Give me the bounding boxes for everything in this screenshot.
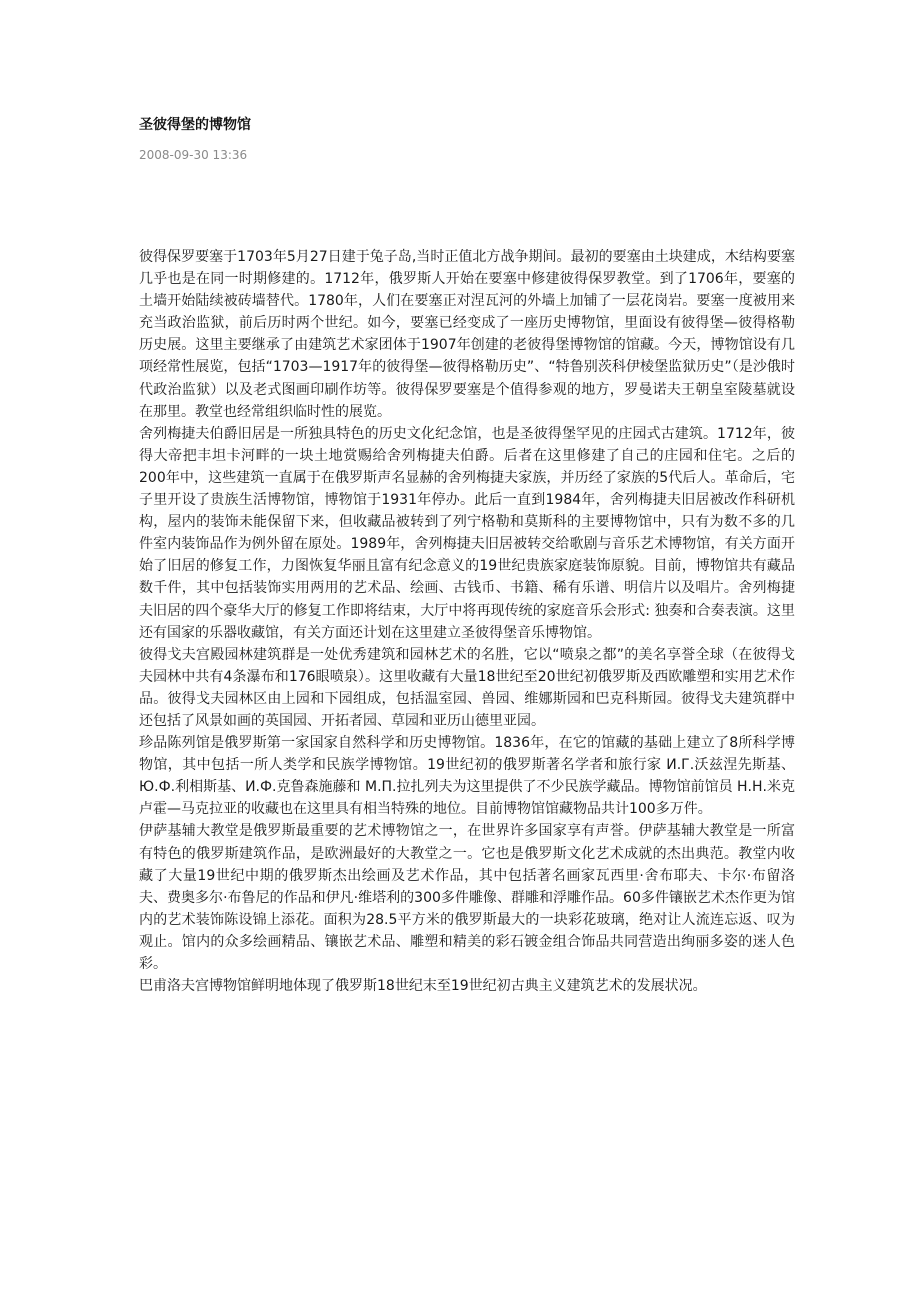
article-body [139,246,795,997]
paragraph-kunstkamera: 珍品陈列馆是俄罗斯第一家国家自然科学和历史博物馆。1836年，在它的馆藏的基础上建立了8所科学博物馆，其中包括一所人类学和民族学博物馆。19世纪初的俄罗斯著名学者和旅行家 И.Г.沃兹涅先斯基、Ю.Ф.利相斯基、И.Ф.克鲁森施藤和 М.П.拉扎列夫为这里提供了不少民族学藏品。博物馆前馆员 Н.Н.米克卢霍—马克拉亚的收藏也在这里具有相当特殊的地位。目前博物馆馆藏物品共计100多万件。 [139,735,795,818]
article-title: 圣彼得堡的博物馆 [139,117,251,133]
article-date: 2008-09-30 13:36 [139,148,248,162]
paragraph-st-isaacs-cathedral: 伊萨基辅大教堂是俄罗斯最重要的艺术博物馆之一，在世界许多国家享有声誉。伊萨基辅大教堂是一所富有特色的俄罗斯建筑作品，是欧洲最好的大教堂之一。它也是俄罗斯文化艺术成就的杰出典范。教堂内收藏了大量19世纪中期的俄罗斯杰出绘画及艺术作品，其中包括著名画家瓦西里·舍布耶夫、卡尔·布留洛夫、费奥多尔·布鲁尼的作品和伊凡·维塔利的300多件雕像、群雕和浮雕作品。60多件镶嵌艺术杰作更为馆内的艺术装饰陈设锦上添花。面积为28.5平方米的俄罗斯最大的一块彩花玻璃，绝对让人流连忘返、叹为观止。馆内的众多绘画精品、镶嵌艺术品、雕塑和精美的彩石镀金组合饰品共同营造出绚丽多姿的迷人色彩。 [139,823,795,972]
paragraph-peter-paul-fortress: 彼得保罗要塞于1703年5月27日建于兔子岛,当时正值北方战争期间。最初的要塞由土块建成，木结构要塞几乎也是在同一时期修建的。1712年，俄罗斯人开始在要塞中修建彼得保罗教堂。到了1706年，要塞的土墙开始陆续被砖墙替代。1780年，人们在要塞正对涅瓦河的外墙上加铺了一层花岗岩。要塞一度被用来充当政治监狱，前后历时两个世纪。如今，要塞已经变成了一座历史博物馆，里面设有彼得堡—彼得格勒历史展。这里主要继承了由建筑艺术家团体于1907年创建的老彼得堡博物馆的馆藏。今天，博物馆设有几项经常性展览，包括“1703—1917年的彼得堡—彼得格勒历史”、“特鲁别茨科伊棱堡监狱历史”（是沙俄时代政治监狱）以及老式图画印刷作坊等。彼得保罗要塞是个值得参观的地方，罗曼诺夫王朝皇室陵墓就设在那里。教堂也经常组织临时性的展览。 [139,249,795,420]
paragraph-sheremetev-palace: 舍列梅捷夫伯爵旧居是一所独具特色的历史文化纪念馆，也是圣彼得堡罕见的庄园式古建筑。1712年，彼得大帝把丰坦卡河畔的一块土地赏赐给舍列梅捷夫伯爵。后者在这里修建了自己的庄园和住宅。之后的200年中，这些建筑一直属于在俄罗斯声名显赫的舍列梅捷夫家族，并历经了家族的5代后人。革命后，宅子里开设了贵族生活博物馆，博物馆于1931年停办。此后一直到1984年，舍列梅捷夫旧居被改作科研机构，屋内的装饰未能保留下来，但收藏品被转到了列宁格勒和莫斯科的主要博物馆中，只有为数不多的几件室内装饰品作为例外留在原处。1989年，舍列梅捷夫旧居被转交给歌剧与音乐艺术博物馆，有关方面开始了旧居的修复工作，力图恢复华丽且富有纪念意义的19世纪贵族家庭装饰原貌。目前，博物馆共有藏品数千件，其中包括装饰实用两用的艺术品、绘画、古钱币、书籍、稀有乐谱、明信片以及唱片。舍列梅捷夫旧居的四个豪华大厅的修复工作即将结束，大厅中将再现传统的家庭音乐会形式: 独奏和合奏表演。这里还有国家的乐器收藏馆，有关方面还计划在这里建立圣彼得堡音乐博物馆。 [139,425,795,641]
paragraph-pavlovsk-palace: 巴甫洛夫宫博物馆鲜明地体现了俄罗斯18世纪末至19世纪初古典主义建筑艺术的发展状况。 [139,978,707,995]
paragraph-peterhof: 彼得戈夫宫殿园林建筑群是一处优秀建筑和园林艺术的名胜，它以“喷泉之都”的美名享誉全球（在彼得戈夫园林中共有4条瀑布和176眼喷泉）。这里收藏有大量18世纪至20世纪初俄罗斯及西欧雕塑和实用艺术作品。彼得戈夫园林区由上园和下园组成，包括温室园、兽园、维娜斯园和巴克科斯园。彼得戈夫建筑群中还包括了风景如画的英国园、开拓者园、草园和亚历山德里亚园。 [139,646,795,729]
